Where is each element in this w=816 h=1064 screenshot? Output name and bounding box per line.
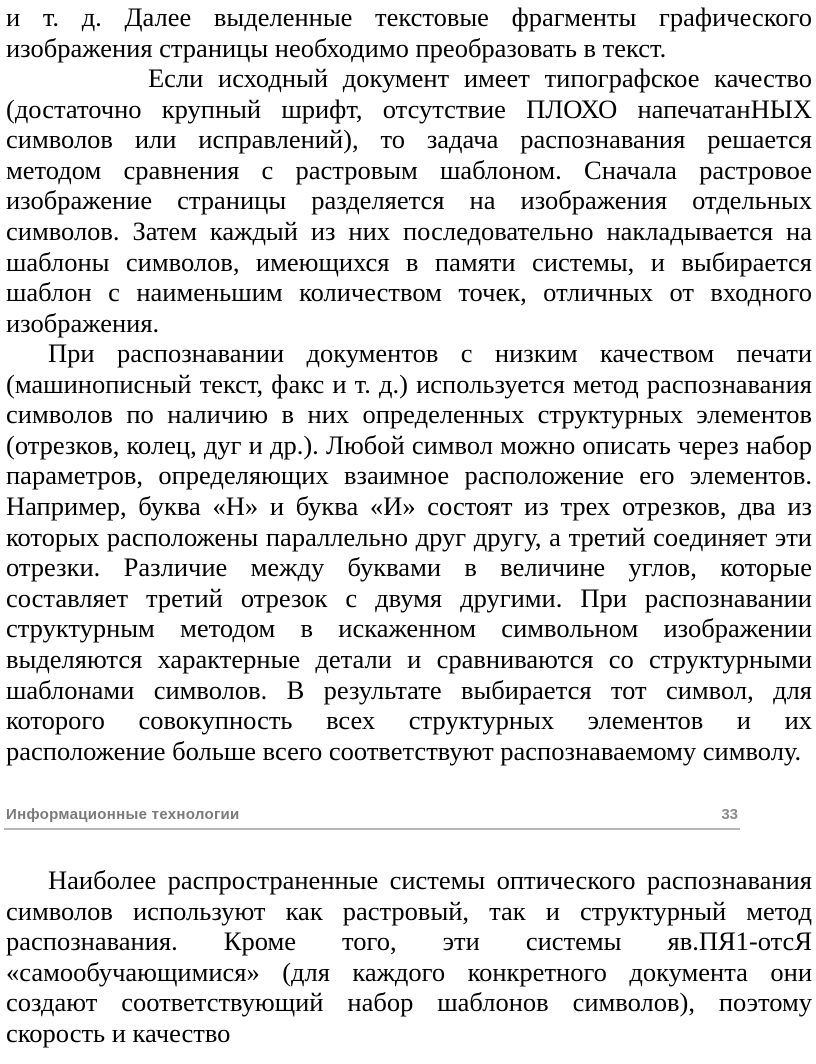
- page-footer: [4, 802, 740, 830]
- paragraph-3: При распознавании документов с низким качеством печати (машинописный текст, факс и т. д.) используется метод распознавания символов по наличию в них определенных структурных элементов (отрезков, колец, дуг и др.). Любой символ можно описать через набор параметров, определяющих взаимное расположение его элементов. Например, буква «Н» и буква «И» состоят из трех отрезков, два из которых расположены параллельно друг другу, а третий соединяет эти отрезки. Различие между буквами в величине углов, которые составляет третий отрезок с двумя другими. При распознавании структурным методом в искаженном символьном изображении выделяются характерные детали и сравниваются со структурными шаблонами символов. В результате выбирается тот символ, для которого совокупность всех структурных элементов и их расположение больше всего соответствуют распознаваемому символу.: [6, 338, 812, 766]
- footer-title: Информационные технологии: [6, 806, 240, 823]
- footer-divider: [4, 828, 740, 830]
- footer-page-number: 33: [721, 806, 738, 823]
- paragraph-1: и т. д. Далее выделенные текстовые фрагменты графического изображения страницы необходимо преобразовать в текст.: [6, 2, 812, 63]
- paragraph-4: Наиболее распространенные системы оптического распознавания символов используют как растровый, так и структурный метод распознавания. Кроме того, эти системы яв.ПЯ1-отсЯ «самообучающимися» (для каждого конкретного документа они создают соответствующий набор шаблонов символов), поэтому скорость и качество: [6, 865, 812, 1048]
- paragraph-2: Если исходный документ имеет типографское качество (достаточно крупный шрифт, отсутствие ПЛОХО напечатанНЫХ символов или исправлений), то задача распознавания решается методом сравнения с растровым шаблоном. Сначала растровое изображение страницы разделяется на изображения отдельных символов. Затем каждый из них последовательно накладывается на шаблоны символов, имеющихся в памяти системы, и выбирается шаблон с наименьшим количеством точек, отличных от входного изображения.: [6, 63, 812, 338]
